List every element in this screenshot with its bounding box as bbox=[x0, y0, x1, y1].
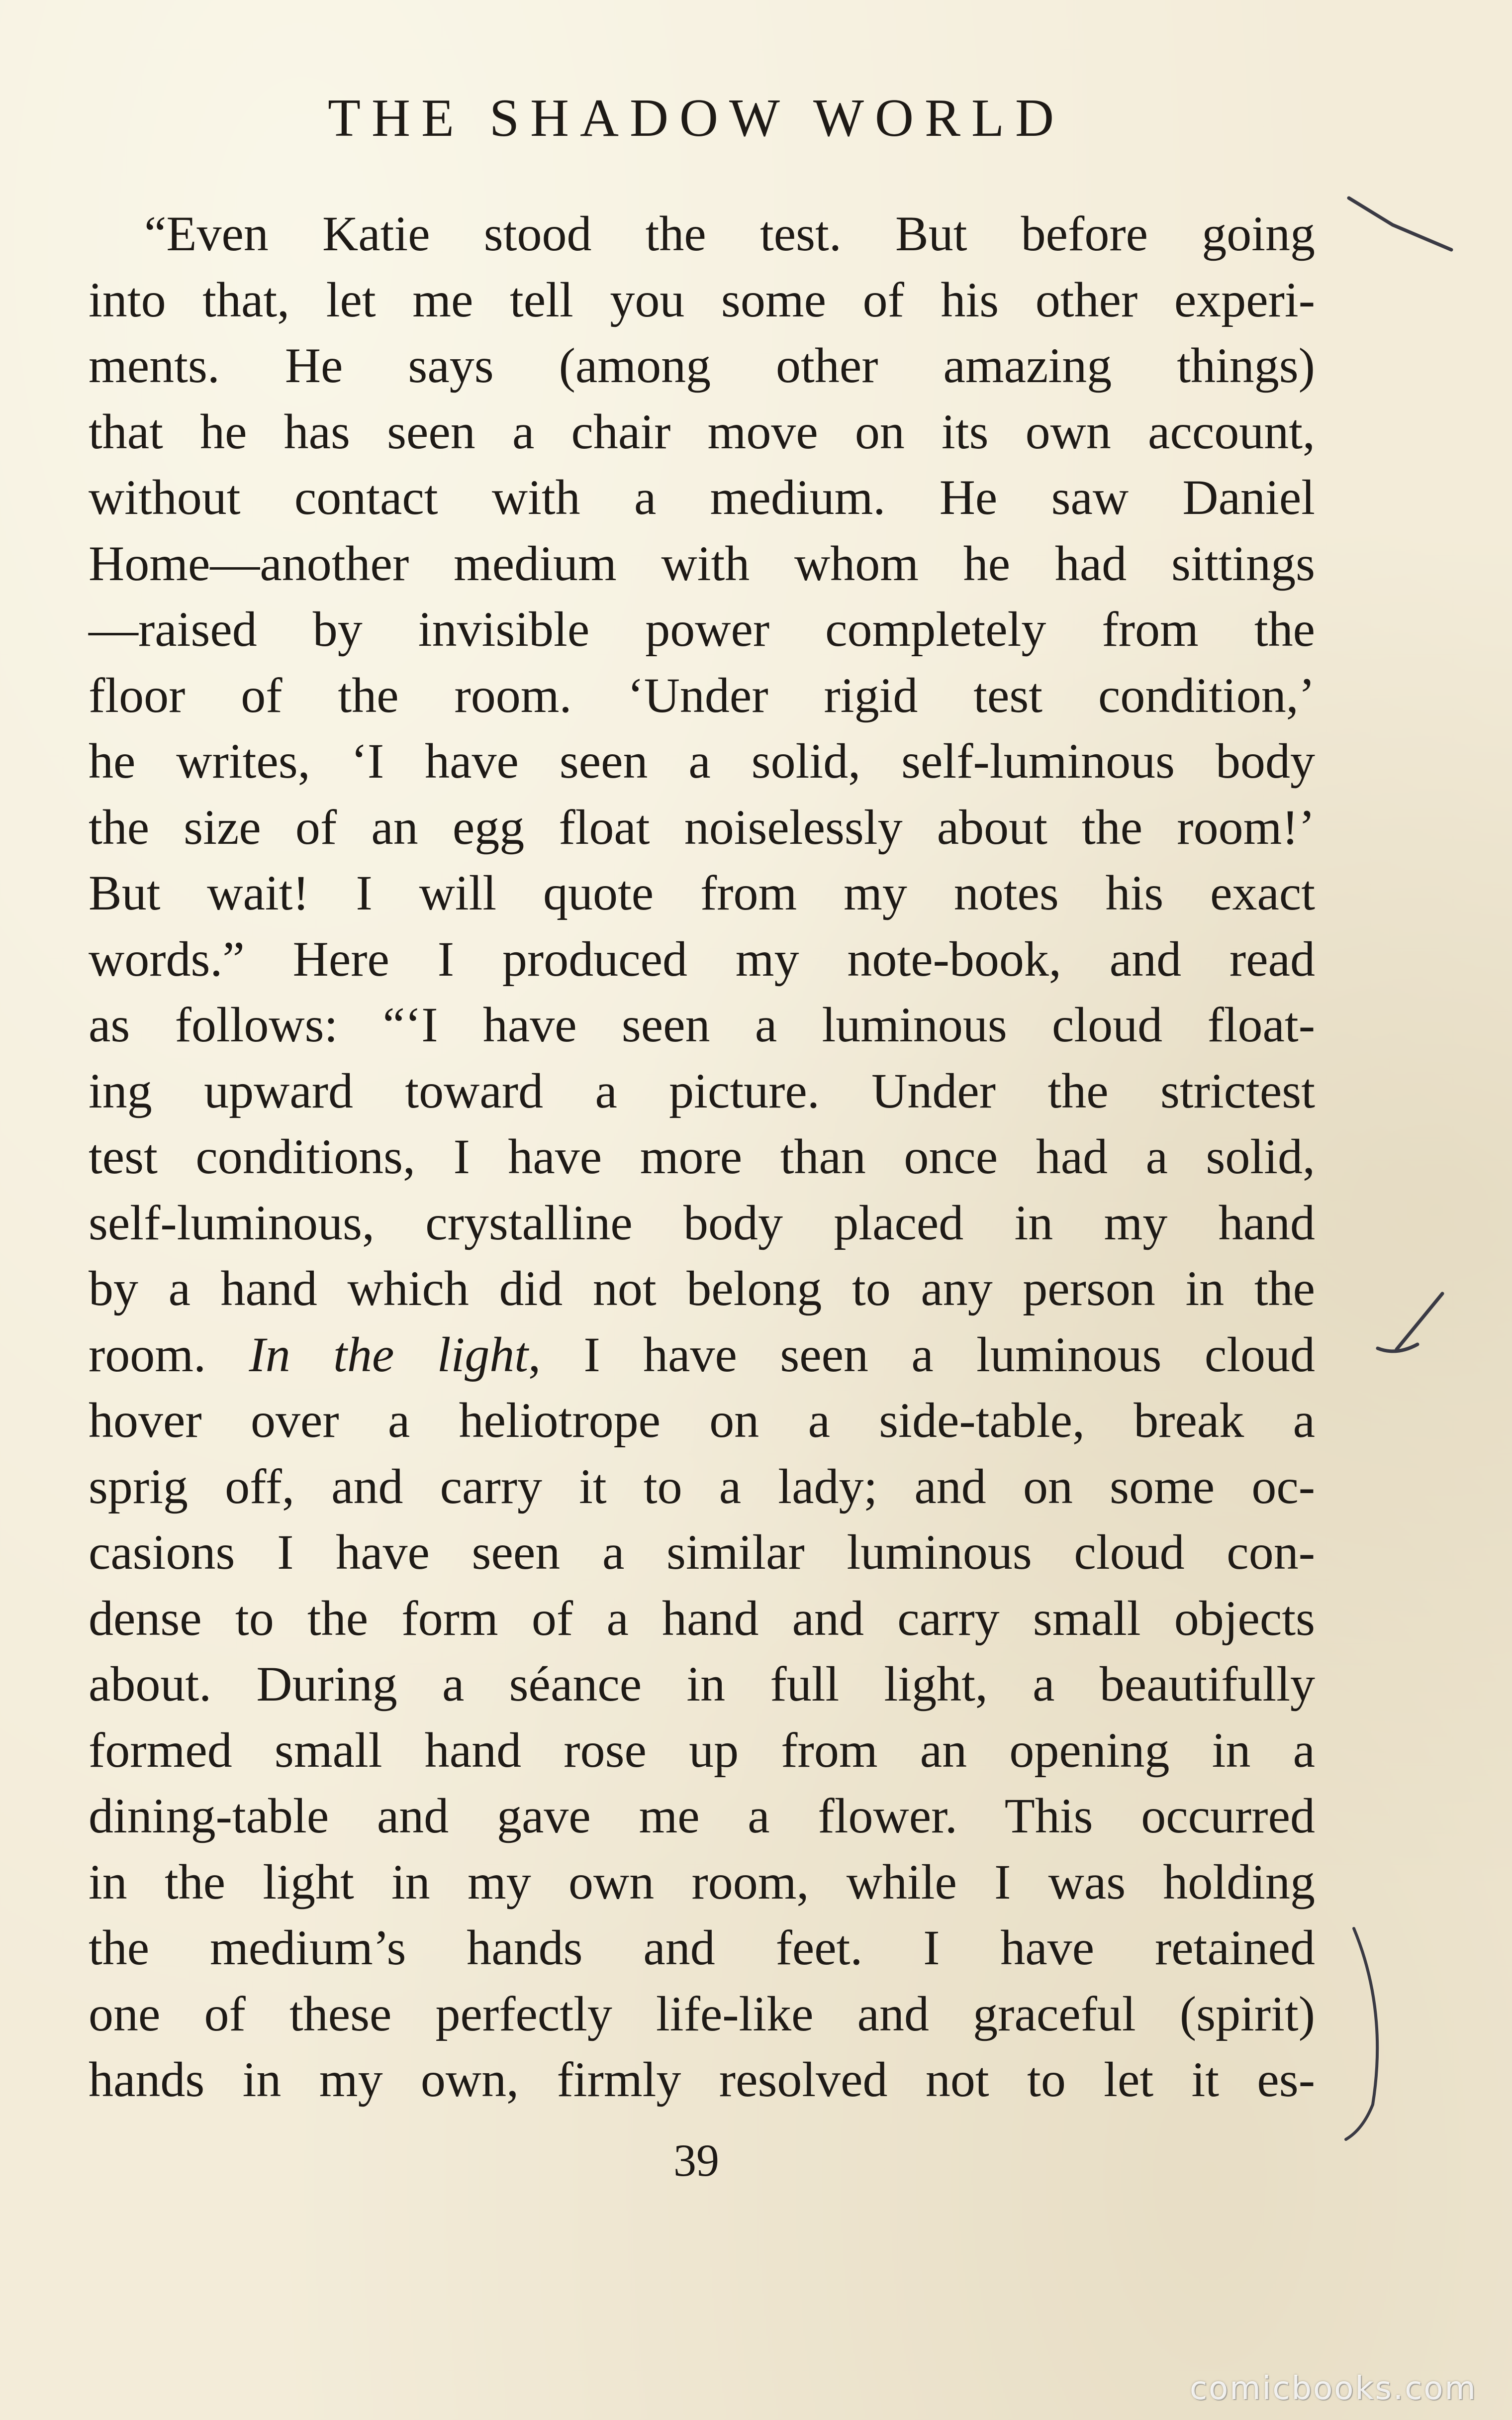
text-line: floor of the room. ‘Under rigid test condition,’ bbox=[89, 667, 1315, 723]
text-line: hover over a heliotrope on a side-table, break a bbox=[89, 1393, 1315, 1448]
text-line: dining-table and gave me a flower. This occurred bbox=[89, 1788, 1315, 1843]
text-line: without contact with a medium. He saw Daniel bbox=[89, 470, 1315, 525]
text-line: ing upward toward a picture. Under the strictest bbox=[89, 1063, 1315, 1118]
text-line: words.” Here I produced my note-book, and read bbox=[89, 931, 1315, 987]
pencil-dash-mark bbox=[1349, 198, 1451, 250]
text-line: in the light in my own room, while I was holding bbox=[89, 1854, 1315, 1910]
text-line: test conditions, I have more than once had a solid, bbox=[89, 1129, 1315, 1184]
text-line: dense to the form of a hand and carry small objects bbox=[89, 1590, 1315, 1646]
text-line: that he has seen a chair move on its own account, bbox=[89, 403, 1315, 459]
text-line: ments. He says (among other amazing things) bbox=[89, 338, 1315, 393]
text-line: self-luminous, crystalline body placed in my hand bbox=[89, 1195, 1315, 1250]
text-line: —raised by invisible power completely from the bbox=[89, 602, 1315, 657]
italic-phrase: In the light bbox=[249, 1326, 529, 1382]
text-line: But wait! I will quote from my notes his exact bbox=[89, 865, 1315, 920]
text-line: the medium’s hands and feet. I have retained bbox=[89, 1920, 1315, 1975]
text-line: by a hand which did not belong to any person in the bbox=[89, 1261, 1315, 1316]
text-line: one of these perfectly life-like and graceful (spirit) bbox=[89, 1986, 1315, 2041]
pencil-check-mark bbox=[1378, 1294, 1442, 1351]
line-segment: room. bbox=[89, 1326, 249, 1382]
text-line: the size of an egg float noiselessly about the room!’ bbox=[89, 799, 1315, 855]
running-head: THE SHADOW WORLD bbox=[328, 89, 1065, 148]
text-line: about. During a séance in full light, a beautifully bbox=[89, 1656, 1315, 1712]
text-line: “Even Katie stood the test. But before going bbox=[144, 206, 1315, 261]
line-segment: , I have seen a luminous cloud bbox=[528, 1326, 1316, 1382]
text-line: as follows: “‘I have seen a luminous cloud float- bbox=[89, 997, 1315, 1052]
pencil-bracket-mark bbox=[1346, 1928, 1377, 2139]
text-line: into that, let me tell you some of his other experi- bbox=[89, 272, 1315, 327]
text-line: hands in my own, firmly resolved not to let it es- bbox=[89, 2052, 1315, 2107]
text-line: Home—another medium with whom he had sittings bbox=[89, 535, 1315, 591]
text-line: he writes, ‘I have seen a solid, self-luminous body bbox=[89, 733, 1315, 789]
watermark: comicbooks.com bbox=[1189, 2370, 1477, 2407]
text-line: sprig off, and carry it to a lady; and on some oc- bbox=[89, 1458, 1315, 1514]
text-line: formed small hand rose up from an opening in a bbox=[89, 1722, 1315, 1778]
text-line: casions I have seen a similar luminous cloud con- bbox=[89, 1524, 1315, 1580]
page-number: 39 bbox=[673, 2135, 719, 2186]
